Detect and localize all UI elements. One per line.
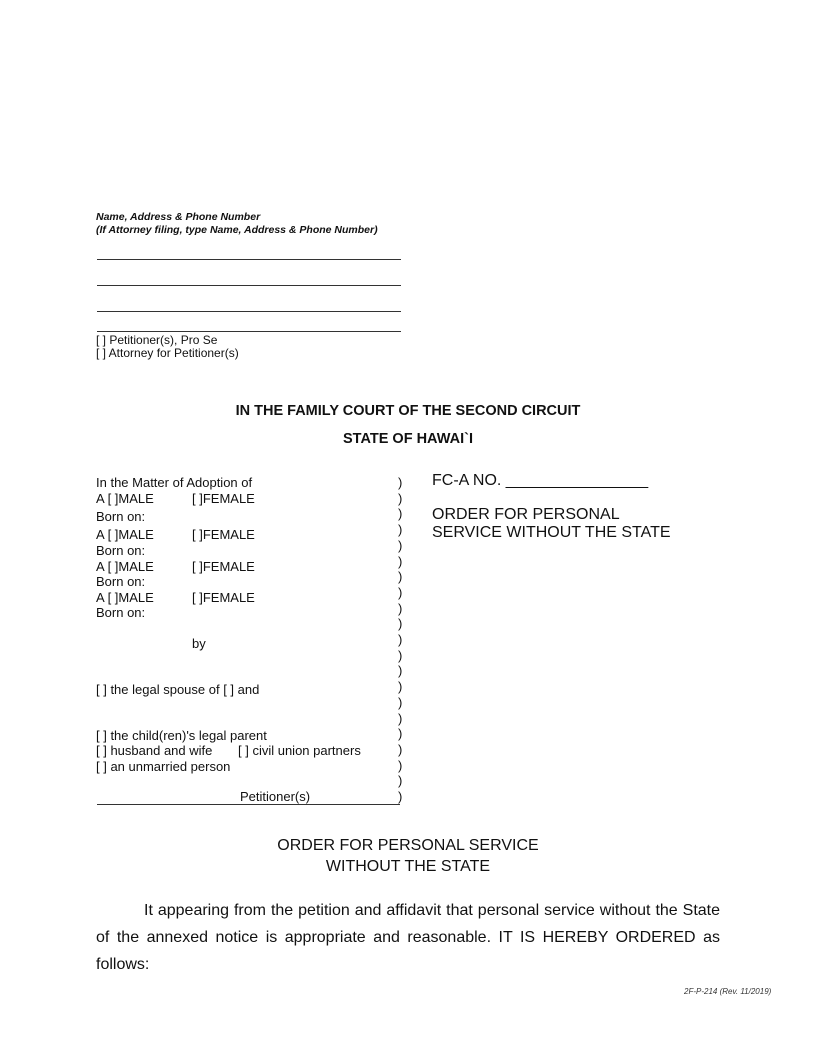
order-heading-2: WITHOUT THE STATE	[325, 858, 491, 875]
child-3-born: Born on:	[96, 574, 146, 589]
caption-paren: )	[398, 506, 403, 522]
child-1-born: Born on:	[96, 509, 146, 524]
caption-by: by	[192, 636, 206, 651]
child-4-male[interactable]: A [ ]MALE	[96, 590, 154, 605]
name-address-label: Name, Address & Phone Number	[96, 211, 261, 223]
caption-paren: )	[398, 616, 403, 632]
child-4-female[interactable]: [ ]FEMALE	[192, 590, 255, 605]
caption-paren: )	[398, 741, 403, 757]
checkbox-unmarried[interactable]: [ ] an unmarried person	[96, 759, 231, 774]
order-body: It appearing from the petition and affidavit that personal service without the State of the annexed notice is appropriate and reasonable. IT IS HEREBY ORDERED as follows:	[96, 902, 720, 973]
checkbox-civil-union[interactable]: [ ] civil union partners	[238, 743, 361, 758]
child-1-male[interactable]: A [ ]MALE	[96, 491, 154, 506]
phone-line[interactable]	[97, 331, 401, 332]
checkbox-legal-spouse[interactable]: [ ] the legal spouse of [ ] and	[96, 682, 260, 697]
caption-paren: )	[398, 757, 403, 773]
attorney-note: (If Attorney filing, type Name, Address & Phone Number)	[96, 224, 378, 236]
child-3-male[interactable]: A [ ]MALE	[96, 559, 154, 574]
address-line[interactable]	[97, 285, 401, 286]
order-heading-1: ORDER FOR PERSONAL SERVICE	[277, 837, 539, 854]
checkbox-legal-parent[interactable]: [ ] the child(ren)'s legal parent	[96, 728, 267, 743]
child-2-female[interactable]: [ ]FEMALE	[192, 527, 255, 542]
court-state: STATE OF HAWAI`I	[343, 431, 473, 447]
case-title-line1: ORDER FOR PERSONAL	[432, 506, 620, 523]
child-3-female[interactable]: [ ]FEMALE	[192, 559, 255, 574]
caption-paren: )	[398, 475, 403, 490]
caption-paren: )	[398, 632, 403, 647]
child-2-male[interactable]: A [ ]MALE	[96, 527, 154, 542]
caption-paren: )	[398, 679, 403, 695]
caption-paren: )	[398, 537, 403, 553]
court-title: IN THE FAMILY COURT OF THE SECOND CIRCUIT	[235, 403, 581, 419]
caption-matter: In the Matter of Adoption of	[96, 475, 253, 490]
address-line-2[interactable]	[97, 311, 401, 312]
petitioners-line	[97, 804, 400, 805]
caption-paren: )	[398, 569, 403, 585]
caption-paren: )	[398, 522, 403, 538]
caption-paren: )	[398, 663, 403, 679]
caption-paren: )	[398, 553, 403, 569]
form-number: 2F-P-214 (Rev. 11/2019)	[684, 987, 772, 996]
checkbox-pro-se[interactable]: [ ] Petitioner(s), Pro Se	[96, 333, 218, 347]
case-title-line2: SERVICE WITHOUT THE STATE	[432, 524, 671, 541]
case-number[interactable]: FC-A NO. ________________	[432, 472, 649, 489]
caption-paren: )	[398, 710, 403, 726]
child-2-born: Born on:	[96, 543, 146, 558]
child-1-female[interactable]: [ ]FEMALE	[192, 491, 255, 506]
name-line[interactable]	[97, 259, 401, 260]
checkbox-attorney[interactable]: [ ] Attorney for Petitioner(s)	[96, 346, 239, 360]
caption-paren: )	[398, 726, 403, 742]
caption-paren: )	[398, 694, 403, 710]
caption-paren: )	[398, 600, 403, 616]
caption-paren: )	[398, 789, 403, 804]
child-4-born: Born on:	[96, 605, 146, 620]
petitioners-label: Petitioner(s)	[240, 789, 311, 804]
checkbox-husband-wife[interactable]: [ ] husband and wife	[96, 743, 213, 758]
caption-paren: )	[398, 490, 403, 506]
caption-paren: )	[398, 584, 403, 600]
caption-paren: )	[398, 647, 403, 663]
caption-paren: )	[398, 773, 403, 789]
